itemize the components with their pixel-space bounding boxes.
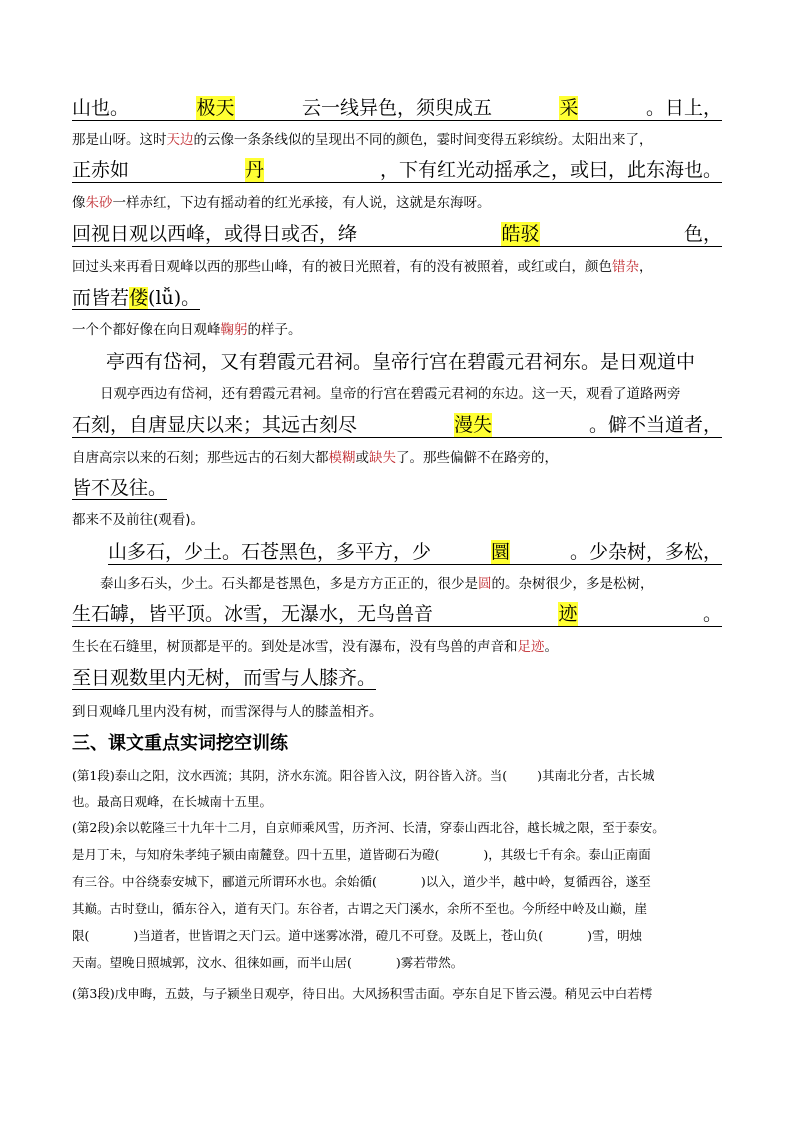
red-keyword: 圆	[478, 576, 492, 592]
exercise-line-9: (第3段)戊申晦，五鼓，与子颍坐日观亭，待日出。大风扬积雪击面。亭东自足下皆云漫。稍见云中白若樗	[72, 986, 653, 1001]
exercise-line-4: 是月丁未，与知府朱孝纯子颍由南麓登。四十五里，道皆砌石为磴( )，其级七千有余。泰山正南面	[72, 847, 651, 862]
highlighted-keyword: 偻	[129, 287, 149, 309]
red-keyword: 天边	[166, 132, 194, 148]
translation-line-5: 日观亭西边有岱祠，还有碧霞元君祠。皇帝的行宫在碧霞元君祠的东边。这一天，观看了道路两旁	[100, 386, 681, 402]
translation-line-10: 到日观峰几里内没有树，而雪深得与人的膝盖相齐。	[72, 704, 383, 720]
translation-line-7: 都来不及前往(观看)。	[72, 512, 205, 528]
classical-line-8: 山多石，少土。石苍黑色，多平方，少 圜 。少杂树，多松，	[108, 541, 722, 563]
classical-line-1	[72, 96, 722, 121]
translation-line-1: 那是山呀。这时天边的云像一条条线似的呈现出不同的颜色，霎时间变得五彩缤纷。太阳出来了，	[72, 132, 653, 148]
highlighted-keyword: 圜	[490, 541, 510, 563]
section-heading: 三、课文重点实词挖空训练	[72, 733, 288, 754]
red-keyword: 朱砂	[85, 195, 113, 211]
classical-text: 。日上，	[645, 97, 722, 119]
red-keyword: 缺失	[369, 450, 396, 466]
exercise-line-2: 也。最高日观峰，在长城南十五里。	[72, 794, 273, 809]
classical-line-6: 石刻，自唐显庆以来；其远古刻尽 漫失 。僻不当道者，	[72, 414, 722, 436]
exercise-line-8: 天南。望晚日照城郭，汶水、徂徕如画，而半山居( )雾若带然。	[72, 955, 464, 970]
classical-line-7: 皆不及往。	[72, 477, 168, 499]
highlighted-keyword: 采	[559, 97, 579, 119]
red-keyword: 模糊	[328, 450, 356, 466]
classical-text: 云一线异色，须臾成五	[301, 97, 492, 119]
classical-line-9: 生石罅，皆平顶。冰雪，无瀑水，无鸟兽音 迹 。	[72, 603, 722, 625]
exercise-line-5: 有三谷。中谷绕泰安城下，郦道元所谓环水也。余始循( )以入，道少半，越中岭，复循西谷，遂至	[72, 874, 651, 889]
red-keyword: 足迹	[517, 639, 545, 655]
highlighted-keyword: 极天	[196, 97, 235, 119]
translation-line-9: 生长在石缝里，树顶都是平的。到处是冰雪，没有瀑布，没有鸟兽的声音和足迹。	[72, 639, 558, 655]
classical-line-5: 亭西有岱祠，又有碧霞元君祠。皇帝行宫在碧霞元君祠东。是日观道中	[106, 351, 696, 373]
highlighted-keyword: 皓驳	[501, 223, 540, 245]
highlighted-keyword: 迹	[558, 603, 578, 625]
classical-line-10: 至日观数里内无树，而雪与人膝齐。	[72, 667, 377, 689]
translation-line-2: 像朱砂一样赤红，下边有摇动着的红光承接，有人说，这就是东海呀。	[72, 195, 491, 211]
red-keyword: 鞠躬	[220, 322, 248, 338]
classical-line-4: 而皆若偻(lǚ)。	[72, 287, 201, 309]
translation-line-4: 一个个都好像在向日观峰鞠躬的样子。	[72, 322, 302, 338]
classical-text: 山也。	[72, 97, 130, 119]
translation-line-6: 自唐高宗以来的石刻；那些远古的石刻大都模糊或缺失了。那些偏僻不在路旁的，	[72, 450, 558, 466]
exercise-line-3: (第2段)余以乾隆三十九年十二月，自京师乘风雪，历齐河、长清，穿泰山西北谷，越长城之限，至于泰安。	[72, 820, 665, 835]
red-keyword: 错杂	[612, 259, 639, 275]
highlighted-keyword: 漫失	[453, 414, 492, 436]
exercise-line-7: 限( )当道者，世皆谓之天门云。道中迷雾冰滑，磴几不可登。及既上，苍山负( )雪，明烛	[72, 928, 643, 943]
classical-line-3: 回视日观以西峰，或得日或否，绛 皓驳 色，	[72, 223, 722, 245]
exercise-line-6: 其巅。古时登山，循东谷入，道有天门。东谷者，古谓之天门溪水，余所不至也。今所经中岭及山巅，崖	[72, 901, 648, 916]
classical-line-2: 正赤如 丹 ，下有红光动摇承之，或曰，此东海也。	[72, 159, 722, 181]
highlighted-keyword: 丹	[244, 159, 264, 181]
exercise-line-1: (第1段)泰山之阳，汶水西流；其阴，济水东流。阳谷皆入汶，阴谷皆入济。当( )其南北分者，古长城	[72, 768, 655, 783]
translation-line-8: 泰山多石头，少土。石头都是苍黑色，多是方方正正的，很少是圆的。杂树很少，多是松树，	[100, 576, 654, 592]
translation-line-3: 回过头来再看日观峰以西的那些山峰，有的被日光照着，有的没有被照着，或红或白，颜色错杂，	[72, 259, 653, 275]
